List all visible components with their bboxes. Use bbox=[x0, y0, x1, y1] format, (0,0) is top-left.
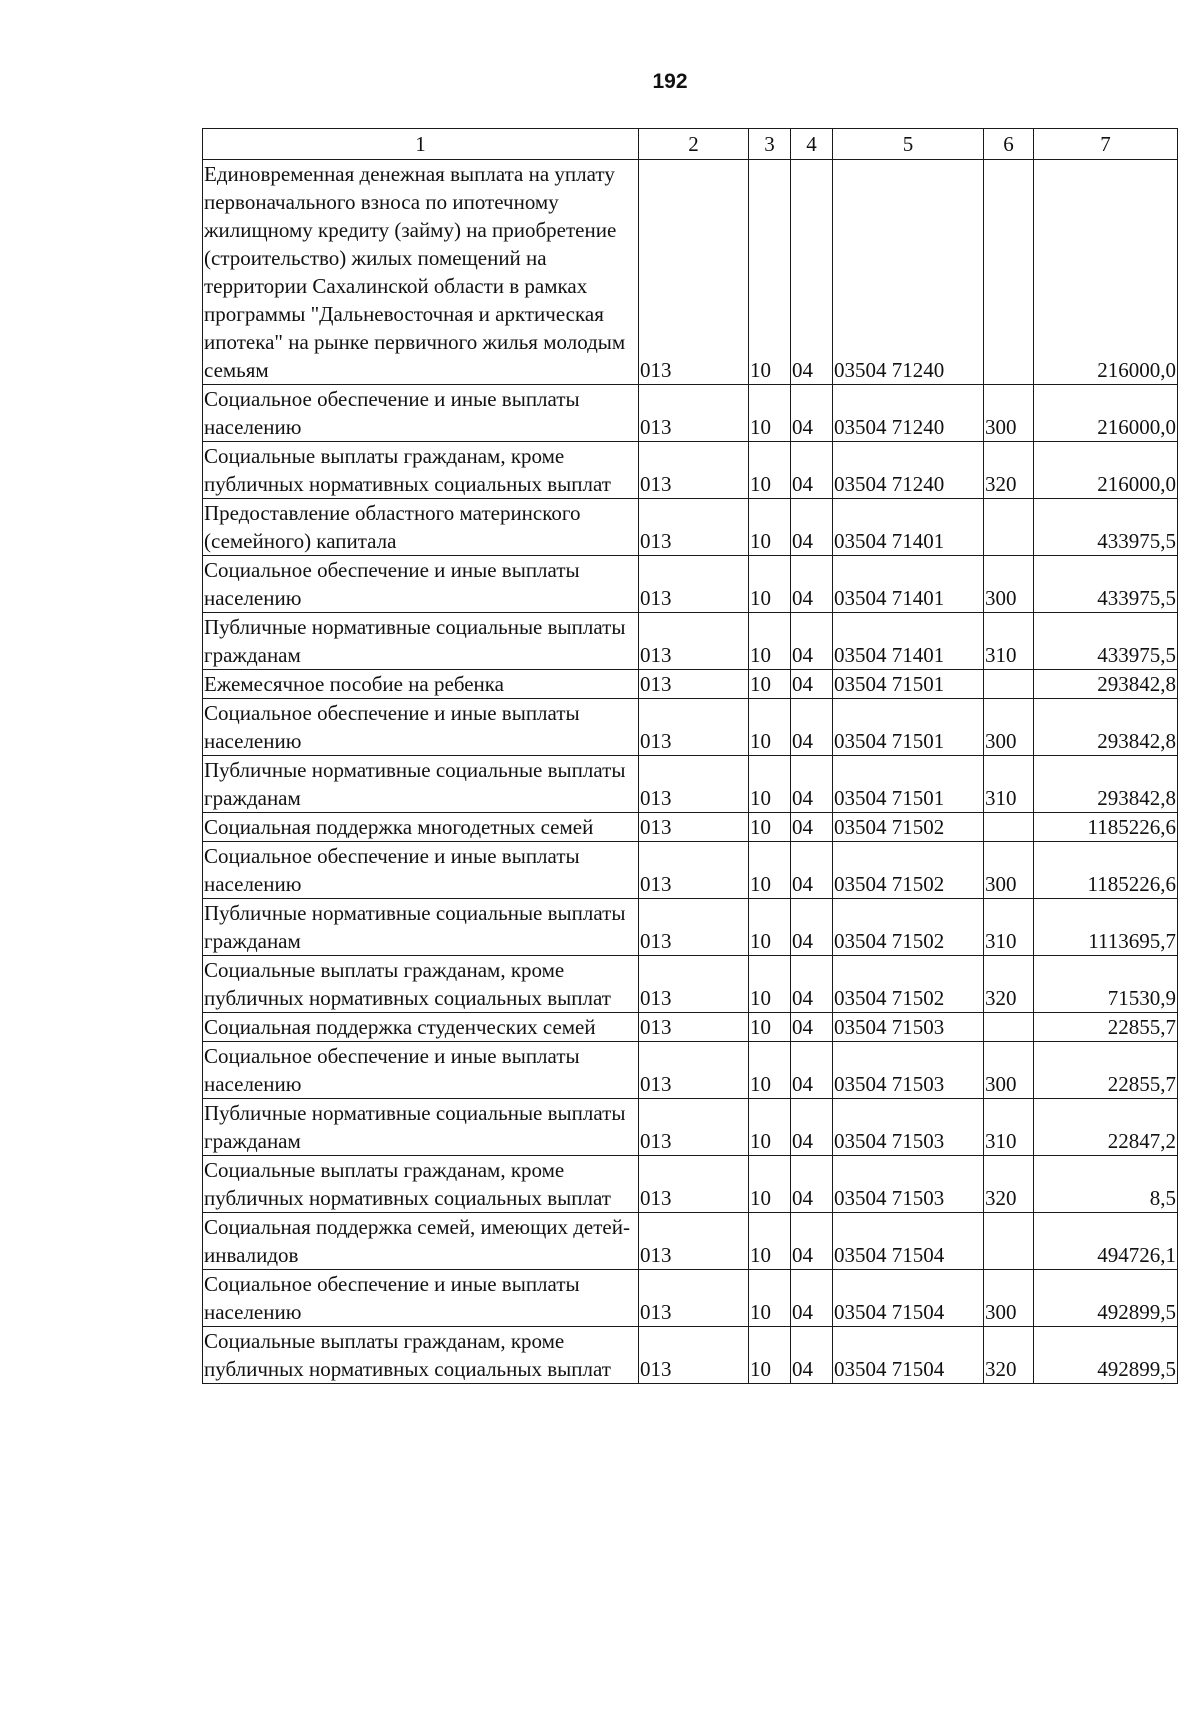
expense-type-cell: 300 bbox=[984, 556, 1034, 613]
subsection-code-cell: 04 bbox=[791, 699, 833, 756]
section-code-cell: 10 bbox=[749, 1013, 791, 1042]
row-name-cell: Публичные нормативные социальные выплаты гражданам bbox=[203, 1099, 639, 1156]
expense-type-cell: 320 bbox=[984, 1156, 1034, 1213]
expense-type-cell bbox=[984, 813, 1034, 842]
subsection-code-cell: 04 bbox=[791, 385, 833, 442]
expense-type-cell: 310 bbox=[984, 613, 1034, 670]
expense-type-cell bbox=[984, 160, 1034, 385]
table-row bbox=[203, 699, 1178, 756]
ministry-code-cell: 013 bbox=[639, 699, 749, 756]
amount-cell: 22847,2 bbox=[1034, 1099, 1178, 1156]
subsection-code-cell: 04 bbox=[791, 1099, 833, 1156]
ministry-code-cell: 013 bbox=[639, 899, 749, 956]
subsection-code-cell: 04 bbox=[791, 813, 833, 842]
amount-cell: 1185226,6 bbox=[1034, 842, 1178, 899]
section-code-cell: 10 bbox=[749, 1213, 791, 1270]
amount-cell: 1113695,7 bbox=[1034, 899, 1178, 956]
row-name-cell: Предоставление областного материнского (семейного) капитала bbox=[203, 499, 639, 556]
table-row bbox=[203, 1013, 1178, 1042]
row-name-cell: Социальное обеспечение и иные выплаты населению bbox=[203, 842, 639, 899]
column-header: 2 bbox=[639, 129, 749, 160]
subsection-code-cell: 04 bbox=[791, 899, 833, 956]
expense-type-cell: 310 bbox=[984, 1099, 1034, 1156]
target-code-cell: 03504 71501 bbox=[833, 699, 984, 756]
expense-type-cell: 320 bbox=[984, 442, 1034, 499]
subsection-code-cell: 04 bbox=[791, 1156, 833, 1213]
column-header: 1 bbox=[203, 129, 639, 160]
row-name-cell: Социальные выплаты гражданам, кроме публичных нормативных социальных выплат bbox=[203, 1327, 639, 1384]
column-header: 3 bbox=[749, 129, 791, 160]
amount-cell: 71530,9 bbox=[1034, 956, 1178, 1013]
ministry-code-cell: 013 bbox=[639, 1013, 749, 1042]
expense-type-cell: 320 bbox=[984, 956, 1034, 1013]
subsection-code-cell: 04 bbox=[791, 756, 833, 813]
target-code-cell: 03504 71401 bbox=[833, 556, 984, 613]
target-code-cell: 03504 71502 bbox=[833, 956, 984, 1013]
target-code-cell: 03504 71401 bbox=[833, 613, 984, 670]
ministry-code-cell: 013 bbox=[639, 1099, 749, 1156]
table-row bbox=[203, 1270, 1178, 1327]
row-name-cell: Социальное обеспечение и иные выплаты населению bbox=[203, 1270, 639, 1327]
ministry-code-cell: 013 bbox=[639, 1327, 749, 1384]
row-name-cell: Публичные нормативные социальные выплаты гражданам bbox=[203, 613, 639, 670]
section-code-cell: 10 bbox=[749, 1156, 791, 1213]
ministry-code-cell: 013 bbox=[639, 160, 749, 385]
column-header: 6 bbox=[984, 129, 1034, 160]
amount-cell: 293842,8 bbox=[1034, 756, 1178, 813]
ministry-code-cell: 013 bbox=[639, 813, 749, 842]
target-code-cell: 03504 71502 bbox=[833, 813, 984, 842]
section-code-cell: 10 bbox=[749, 499, 791, 556]
table-row bbox=[203, 442, 1178, 499]
subsection-code-cell: 04 bbox=[791, 499, 833, 556]
ministry-code-cell: 013 bbox=[639, 1156, 749, 1213]
expense-type-cell: 300 bbox=[984, 385, 1034, 442]
section-code-cell: 10 bbox=[749, 670, 791, 699]
amount-cell: 492899,5 bbox=[1034, 1327, 1178, 1384]
section-code-cell: 10 bbox=[749, 1327, 791, 1384]
table-row bbox=[203, 1099, 1178, 1156]
section-code-cell: 10 bbox=[749, 756, 791, 813]
ministry-code-cell: 013 bbox=[639, 670, 749, 699]
table-row bbox=[203, 1213, 1178, 1270]
subsection-code-cell: 04 bbox=[791, 613, 833, 670]
column-header: 5 bbox=[833, 129, 984, 160]
subsection-code-cell: 04 bbox=[791, 1270, 833, 1327]
ministry-code-cell: 013 bbox=[639, 1042, 749, 1099]
target-code-cell: 03504 71504 bbox=[833, 1213, 984, 1270]
column-number-row bbox=[203, 129, 1178, 160]
table-row bbox=[203, 385, 1178, 442]
target-code-cell: 03504 71501 bbox=[833, 756, 984, 813]
expense-type-cell: 320 bbox=[984, 1327, 1034, 1384]
expense-type-cell: 300 bbox=[984, 1042, 1034, 1099]
amount-cell: 293842,8 bbox=[1034, 699, 1178, 756]
section-code-cell: 10 bbox=[749, 1099, 791, 1156]
subsection-code-cell: 04 bbox=[791, 442, 833, 499]
ministry-code-cell: 013 bbox=[639, 956, 749, 1013]
amount-cell: 216000,0 bbox=[1034, 160, 1178, 385]
expense-type-cell bbox=[984, 1013, 1034, 1042]
section-code-cell: 10 bbox=[749, 613, 791, 670]
amount-cell: 8,5 bbox=[1034, 1156, 1178, 1213]
target-code-cell: 03504 71503 bbox=[833, 1042, 984, 1099]
row-name-cell: Социальные выплаты гражданам, кроме публичных нормативных социальных выплат bbox=[203, 442, 639, 499]
section-code-cell: 10 bbox=[749, 1270, 791, 1327]
row-name-cell: Социальные выплаты гражданам, кроме публичных нормативных социальных выплат bbox=[203, 1156, 639, 1213]
amount-cell: 433975,5 bbox=[1034, 556, 1178, 613]
row-name-cell: Ежемесячное пособие на ребенка bbox=[203, 670, 639, 699]
target-code-cell: 03504 71501 bbox=[833, 670, 984, 699]
subsection-code-cell: 04 bbox=[791, 1042, 833, 1099]
table-row bbox=[203, 1042, 1178, 1099]
expense-type-cell: 310 bbox=[984, 899, 1034, 956]
row-name-cell: Социальная поддержка семей, имеющих детей-инвалидов bbox=[203, 1213, 639, 1270]
subsection-code-cell: 04 bbox=[791, 670, 833, 699]
amount-cell: 494726,1 bbox=[1034, 1213, 1178, 1270]
target-code-cell: 03504 71503 bbox=[833, 1013, 984, 1042]
subsection-code-cell: 04 bbox=[791, 842, 833, 899]
table-row bbox=[203, 1156, 1178, 1213]
section-code-cell: 10 bbox=[749, 813, 791, 842]
ministry-code-cell: 013 bbox=[639, 1270, 749, 1327]
amount-cell: 22855,7 bbox=[1034, 1013, 1178, 1042]
target-code-cell: 03504 71240 bbox=[833, 160, 984, 385]
section-code-cell: 10 bbox=[749, 842, 791, 899]
table-row bbox=[203, 756, 1178, 813]
amount-cell: 492899,5 bbox=[1034, 1270, 1178, 1327]
table-row bbox=[203, 842, 1178, 899]
target-code-cell: 03504 71240 bbox=[833, 385, 984, 442]
table-row bbox=[203, 556, 1178, 613]
section-code-cell: 10 bbox=[749, 956, 791, 1013]
target-code-cell: 03504 71504 bbox=[833, 1327, 984, 1384]
expense-type-cell bbox=[984, 1213, 1034, 1270]
subsection-code-cell: 04 bbox=[791, 1013, 833, 1042]
ministry-code-cell: 013 bbox=[639, 613, 749, 670]
section-code-cell: 10 bbox=[749, 442, 791, 499]
target-code-cell: 03504 71503 bbox=[833, 1099, 984, 1156]
page-number: 192 bbox=[652, 70, 688, 93]
row-name-cell: Социальная поддержка студенческих семей bbox=[203, 1013, 639, 1042]
row-name-cell: Публичные нормативные социальные выплаты гражданам bbox=[203, 899, 639, 956]
subsection-code-cell: 04 bbox=[791, 160, 833, 385]
amount-cell: 433975,5 bbox=[1034, 613, 1178, 670]
row-name-cell: Социальное обеспечение и иные выплаты населению bbox=[203, 699, 639, 756]
row-name-cell: Публичные нормативные социальные выплаты гражданам bbox=[203, 756, 639, 813]
ministry-code-cell: 013 bbox=[639, 442, 749, 499]
expense-type-cell bbox=[984, 499, 1034, 556]
table-row bbox=[203, 1327, 1178, 1384]
expense-type-cell: 300 bbox=[984, 699, 1034, 756]
target-code-cell: 03504 71504 bbox=[833, 1270, 984, 1327]
ministry-code-cell: 013 bbox=[639, 1213, 749, 1270]
expense-type-cell: 300 bbox=[984, 842, 1034, 899]
section-code-cell: 10 bbox=[749, 385, 791, 442]
table-row bbox=[203, 956, 1178, 1013]
amount-cell: 216000,0 bbox=[1034, 442, 1178, 499]
table-row bbox=[203, 670, 1178, 699]
column-header: 7 bbox=[1034, 129, 1178, 160]
table-row bbox=[203, 160, 1178, 385]
amount-cell: 216000,0 bbox=[1034, 385, 1178, 442]
subsection-code-cell: 04 bbox=[791, 1327, 833, 1384]
table-row bbox=[203, 899, 1178, 956]
section-code-cell: 10 bbox=[749, 1042, 791, 1099]
table-row bbox=[203, 613, 1178, 670]
ministry-code-cell: 013 bbox=[639, 385, 749, 442]
row-name-cell: Социальное обеспечение и иные выплаты населению bbox=[203, 385, 639, 442]
budget-table bbox=[202, 128, 1178, 1384]
expense-type-cell: 310 bbox=[984, 756, 1034, 813]
subsection-code-cell: 04 bbox=[791, 1213, 833, 1270]
target-code-cell: 03504 71240 bbox=[833, 442, 984, 499]
target-code-cell: 03504 71401 bbox=[833, 499, 984, 556]
amount-cell: 293842,8 bbox=[1034, 670, 1178, 699]
table-row bbox=[203, 813, 1178, 842]
expense-type-cell bbox=[984, 670, 1034, 699]
ministry-code-cell: 013 bbox=[639, 556, 749, 613]
section-code-cell: 10 bbox=[749, 899, 791, 956]
column-header: 4 bbox=[791, 129, 833, 160]
row-name-cell: Социальное обеспечение и иные выплаты населению bbox=[203, 1042, 639, 1099]
row-name-cell: Социальное обеспечение и иные выплаты населению bbox=[203, 556, 639, 613]
row-name-cell: Социальные выплаты гражданам, кроме публичных нормативных социальных выплат bbox=[203, 956, 639, 1013]
section-code-cell: 10 bbox=[749, 160, 791, 385]
amount-cell: 1185226,6 bbox=[1034, 813, 1178, 842]
section-code-cell: 10 bbox=[749, 556, 791, 613]
target-code-cell: 03504 71502 bbox=[833, 899, 984, 956]
amount-cell: 22855,7 bbox=[1034, 1042, 1178, 1099]
subsection-code-cell: 04 bbox=[791, 956, 833, 1013]
row-name-cell: Единовременная денежная выплата на уплату первоначального взноса по ипотечному жилищному кредиту (займу) на приобретение (строительство) жилых помещений на территории Сахалинской области в рамках программы "Дальневосточная и арктическая ипотека" на рынке первичного жилья молодым семьям bbox=[203, 160, 639, 385]
ministry-code-cell: 013 bbox=[639, 842, 749, 899]
table-body bbox=[203, 160, 1178, 1384]
subsection-code-cell: 04 bbox=[791, 556, 833, 613]
expense-type-cell: 300 bbox=[984, 1270, 1034, 1327]
target-code-cell: 03504 71502 bbox=[833, 842, 984, 899]
row-name-cell: Социальная поддержка многодетных семей bbox=[203, 813, 639, 842]
ministry-code-cell: 013 bbox=[639, 499, 749, 556]
amount-cell: 433975,5 bbox=[1034, 499, 1178, 556]
table-row bbox=[203, 499, 1178, 556]
section-code-cell: 10 bbox=[749, 699, 791, 756]
ministry-code-cell: 013 bbox=[639, 756, 749, 813]
target-code-cell: 03504 71503 bbox=[833, 1156, 984, 1213]
